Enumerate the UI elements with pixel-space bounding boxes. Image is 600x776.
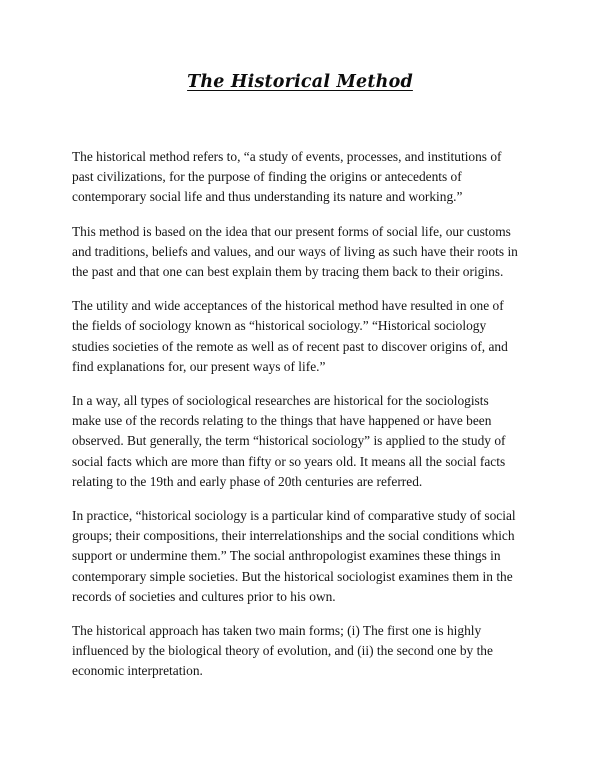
text-line: past civilizations, for the purpose of finding the origins or antecedents of <box>72 169 462 185</box>
text-line: relating to the 19th and early phase of 20th centuries are referred. <box>72 473 423 489</box>
text-line: social facts which are more than fifty or so years old. It means all the social facts <box>72 453 506 469</box>
paragraph-2 <box>72 222 532 283</box>
text-line: influenced by the biological theory of evolution, and (ii) the second one by the <box>72 643 493 659</box>
paragraph-1 <box>72 147 532 208</box>
text-line: find explanations for, our present ways of life.” <box>72 358 326 374</box>
text-line: The historical method refers to, “a study of events, processes, and institutions of <box>72 149 502 164</box>
text-line: records of societies and cultures prior to his own. <box>72 588 336 604</box>
text-line: support or undermine them.” The social anthropologist examines these things in <box>72 548 501 564</box>
text-line: contemporary social life and thus understanding its nature and working.” <box>72 189 463 205</box>
text-line: In a way, all types of sociological researches are historical for the sociologists <box>72 393 489 409</box>
text-line: studies societies of the remote as well as of recent past to discover origins of, and <box>72 338 508 354</box>
text-line: the past and that one can best explain them by tracing them back to their origins. <box>72 264 504 280</box>
document-body <box>72 147 532 696</box>
text-line: observed. But generally, the term “historical sociology” is applied to the study of <box>72 433 506 449</box>
paragraph-4 <box>72 391 532 492</box>
text-line: and traditions, beliefs and values, and our ways of living as such have their roots in <box>72 243 518 259</box>
paragraph-6 <box>72 621 532 682</box>
text-line: contemporary simple societies. But the historical sociologist examines them in the <box>72 568 513 584</box>
text-line: the fields of sociology known as “historical sociology.” “Historical sociology <box>72 318 487 334</box>
text-line: The historical approach has taken two main forms; (i) The first one is highly <box>72 623 482 639</box>
page-title: The Historical Method <box>187 72 413 92</box>
text-line: make use of the records relating to the things that have happened or have been <box>72 413 492 429</box>
text-line: The utility and wide acceptances of the historical method have resulted in one of <box>72 298 504 314</box>
text-line: In practice, “historical sociology is a particular kind of comparative study of social <box>72 508 516 524</box>
text-line: economic interpretation. <box>72 663 203 679</box>
text-line: This method is based on the idea that our present forms of social life, our customs <box>72 223 511 239</box>
text-line: groups; their compositions, their interrelationships and the social conditions which <box>72 528 515 544</box>
paragraph-5 <box>72 506 532 607</box>
paragraph-3 <box>72 296 532 377</box>
